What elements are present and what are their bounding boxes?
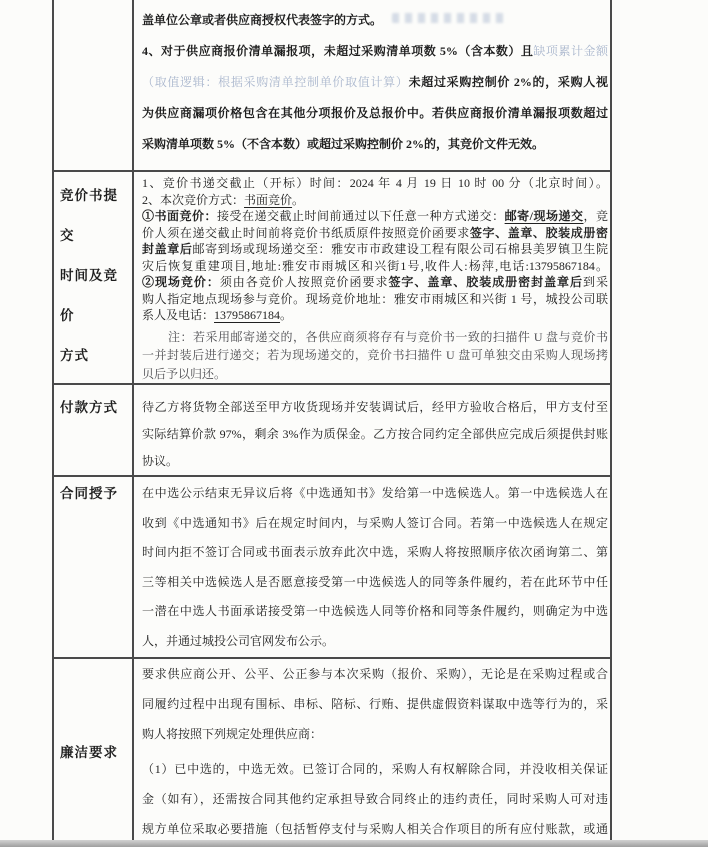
label-line: 竞价书提交 bbox=[60, 188, 118, 243]
text-line: 人，并通过城投公司官网发布公示。 bbox=[142, 633, 335, 648]
text-line: 待乙方将货物全部送至甲方收货现场并安装调试后，经甲方验收合格后，甲方支付至 bbox=[142, 400, 608, 414]
label-line: 方式 bbox=[60, 348, 89, 363]
text-line bbox=[142, 274, 608, 291]
text-segment: 。 bbox=[280, 308, 293, 322]
text-line: 金（如有），还需按合同其他约定承担导致合同终止的违约责任，同时采购人可对违 bbox=[142, 792, 608, 806]
table-row-continuation bbox=[54, 0, 610, 170]
text-line: 注：若采用邮寄递交的，各供应商须将存有与竞价书一致的扫描件 U 盘与竞价书 bbox=[168, 329, 608, 344]
row-label-payment: 付款方式 bbox=[54, 385, 134, 475]
text-segment: 未超过采购控制价 2%的，采购人视 bbox=[408, 75, 608, 89]
text-line: 贝后予以归还。 bbox=[142, 366, 227, 381]
row-label-award: 合同授予 bbox=[54, 477, 134, 657]
text-segment: 2、本次竞价方式： bbox=[142, 192, 245, 207]
text-line: 规方单位采取必要措施（包括暂停支付与采购人相关合作项目的所有应付账款，或通 bbox=[142, 822, 608, 836]
faded-blue-text: （取值逻辑：根据采购清单控制单价取值计算） bbox=[142, 75, 409, 89]
procurement-terms-table bbox=[52, 0, 612, 847]
underlined-text: 13795867184 bbox=[214, 308, 281, 322]
text-line: 协议。 bbox=[142, 454, 179, 468]
text-segment: 4、对于供应商报价清单漏报项，未超过采购清单项数 5%（含本数）且 bbox=[142, 44, 534, 58]
submission-content-cell bbox=[134, 172, 610, 383]
continuation-content-cell bbox=[134, 0, 610, 170]
label-cell-empty bbox=[54, 0, 134, 170]
underlined-text: 书面竞价 bbox=[244, 192, 293, 207]
text-line: 在中选公示结束无异议后将《中选通知书》发给第一中选候选人。第一中选候选人在 bbox=[142, 486, 608, 500]
text-line: 购人将按照下列规定处理供应商： bbox=[142, 727, 323, 741]
faded-blue-text: 缺项累计金额 bbox=[533, 44, 608, 58]
text-line bbox=[142, 192, 608, 209]
text-line: 灾后恢复重建项目,地址:雅安市雨城区和兴街1号,收件人:杨萍,电话:13795867184。 bbox=[142, 258, 608, 273]
table-row-award bbox=[54, 475, 610, 657]
text-line: 同履约过程中出现有围标、串标、陪标、行贿、提供虚假资料谋取中选等行为的，采 bbox=[142, 697, 608, 711]
text-segment: 接受在递交截止时间前通过以下任意一种方式递交： bbox=[217, 209, 505, 223]
text-line bbox=[142, 208, 608, 225]
text-line: 采购清单项数 5%（不含本数）或超过采购控制价 2%的，其竞价文件无效。 bbox=[142, 137, 545, 151]
text-segment: 签字、盖章、胶装成册密封盖章后 bbox=[388, 275, 583, 289]
text-line bbox=[142, 36, 608, 67]
text-line: 1、竞价书递交截止（开标）时间：2024 年 4 月 19 日 10 时 00 分（北京时间）。 bbox=[142, 176, 608, 190]
table-row-integrity bbox=[54, 657, 610, 847]
text-segment: 盖单位公章或者供应商授权代表签字的方式。 bbox=[142, 13, 383, 27]
text-line: 三等相关中选候选人是否愿意接受第一中选候选人的同等条件履约，若在此环节中任 bbox=[142, 574, 608, 589]
text-line: 实际结算价款 97%，剩余 3%作为质保金。乙方按合同约定全部供应完成后须提供封账 bbox=[142, 427, 608, 441]
payment-content-cell bbox=[134, 385, 610, 475]
text-segment: 封盖章后 bbox=[142, 242, 193, 256]
integrity-content-cell bbox=[134, 659, 610, 847]
text-line: 要求供应商公开、公平、公正参与本次采购（报价、采购），无论是在采购过程或合 bbox=[142, 667, 608, 681]
text-line: 收到《中选通知书》后在规定时间内，与采购人签订合同。若第一中选候选人在规定 bbox=[142, 515, 608, 530]
text-segment: 价人须在递交截止时间前将竞价书纸质原件按照竞价函要求 bbox=[142, 225, 470, 240]
row-label-submission bbox=[54, 172, 134, 383]
text-segment: 到采 bbox=[582, 275, 608, 289]
text-line bbox=[142, 225, 608, 242]
text-line: 购人指定地点现场参与竞价。现场竞价地址：雅安市雨城区和兴街 1 号，城投公司联 bbox=[142, 291, 608, 306]
text-line bbox=[142, 67, 608, 98]
text-segment: 系人及电话： bbox=[142, 308, 215, 322]
text-segment: 。 bbox=[292, 192, 305, 207]
text-line: 一潜在中选人书面承诺接受第一中选候选人同等价格和同等条件履约，则确定为中选 bbox=[142, 604, 608, 618]
ink-bleed-artifact bbox=[392, 13, 504, 23]
note-paragraph bbox=[142, 328, 608, 384]
text-line bbox=[142, 5, 608, 36]
text-line bbox=[142, 241, 608, 258]
text-segment: 签字、盖章、胶装成册密 bbox=[469, 225, 608, 240]
text-segment: ②现场竞价： bbox=[142, 275, 220, 289]
text-segment: ，竞 bbox=[583, 209, 608, 223]
text-line: 为供应商漏项价格包含在其他分项报价及总报价中。若供应商报价清单漏报项数超过 bbox=[142, 106, 608, 120]
scanner-edge-band bbox=[0, 840, 708, 847]
table-row-submission bbox=[54, 170, 610, 383]
text-line bbox=[142, 307, 608, 324]
underlined-text: 邮寄/现场递交 bbox=[504, 209, 584, 223]
row-label-integrity bbox=[54, 659, 134, 847]
label-line: 时间及竞价 bbox=[60, 268, 118, 323]
text-segment: 须由各竞价人按照竞价函要求 bbox=[219, 275, 389, 289]
table-row-payment bbox=[54, 383, 610, 475]
text-segment: 邮寄到场或现场递交至：雅安市市政建设工程有限公司石棉县美罗镇卫生院 bbox=[192, 242, 608, 256]
text-line: 时间内拒不签订合同或书面表示放弃此次中选，采购人将按照顺序依次函询第二、第 bbox=[142, 545, 608, 559]
text-line: 一并封装后进行递交；若为现场递交的，竞价书扫描件 U 盘可单独交由采购人现场拷 bbox=[142, 348, 608, 362]
award-content-cell bbox=[134, 477, 610, 657]
text-segment: ①书面竞价： bbox=[142, 209, 218, 223]
label-line: 廉洁要求 bbox=[60, 745, 118, 760]
text-line: （1）已中选的，中选无效。已签订合同的，采购人有权解除合同，并没收相关保证 bbox=[142, 762, 608, 776]
